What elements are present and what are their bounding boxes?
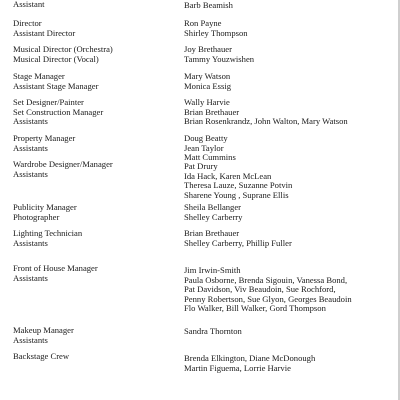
- role-label: Assistant Stage Manager: [13, 80, 99, 91]
- names-column: [184, 134, 236, 163]
- names-column: [184, 0, 233, 11]
- name-line: Brian Rosenkrandz, John Walton, Mary Watson: [184, 116, 348, 127]
- names-column: [184, 266, 352, 314]
- role-column: [13, 160, 113, 179]
- role-column: [13, 203, 77, 222]
- role-column: [13, 98, 103, 127]
- name-line: Shelley Carberry: [184, 211, 243, 222]
- role-label: Publicity Manager: [13, 202, 77, 212]
- role-label: Property Manager: [13, 133, 76, 143]
- name-line: Jean Taylor: [184, 142, 224, 153]
- role-label: Assistants: [13, 237, 48, 248]
- name-line: Sandra Thornton: [184, 326, 242, 336]
- role-column: [13, 19, 75, 38]
- role-label: Makeup Manager: [13, 325, 74, 335]
- role-column: [13, 352, 69, 362]
- name-line: Jim Irwin-Smith: [184, 265, 241, 275]
- name-line: Brian Brethauer: [184, 106, 240, 117]
- role-label: Assistants: [13, 142, 48, 153]
- role-label: Stage Manager: [13, 71, 65, 81]
- name-line: Monica Essig: [184, 80, 232, 91]
- role-column: [13, 134, 75, 153]
- name-line: Wally Harvie: [184, 97, 230, 107]
- names-column: [184, 98, 348, 127]
- name-line: Pat Drury: [184, 161, 218, 171]
- name-line: Ida Hack, Karen McLean: [184, 170, 272, 181]
- name-line: Theresa Lauze, Suzanne Potvin: [184, 180, 293, 191]
- role-column: [13, 264, 98, 283]
- role-label: Backstage Crew: [13, 351, 70, 361]
- role-label: Musical Director (Vocal): [13, 53, 99, 64]
- names-column: [184, 354, 315, 373]
- names-column: [184, 19, 248, 38]
- role-column: [13, 72, 98, 91]
- names-column: [184, 162, 292, 200]
- role-column: [13, 229, 82, 248]
- name-line: Barb Beamish: [184, 0, 233, 10]
- role-label: Assistants: [13, 168, 48, 179]
- name-line: Shelley Carberry, Phillip Fuller: [184, 237, 292, 248]
- name-line: Sharene Young , Suprane Ellis: [184, 189, 289, 200]
- role-label: Assistants: [13, 334, 48, 345]
- names-column: [184, 72, 231, 91]
- names-column: [184, 229, 292, 248]
- role-label: Musical Director (Orchestra): [13, 44, 113, 54]
- name-line: Brian Brethauer: [184, 228, 240, 238]
- role-label: Assistant: [13, 0, 45, 9]
- name-line: Penny Robertson, Sue Glyon, Georges Beaudoin: [184, 293, 352, 304]
- role-column: [13, 0, 45, 10]
- role-label: Front of House Manager: [13, 263, 98, 273]
- role-label: Director: [13, 18, 42, 28]
- names-column: [184, 45, 254, 64]
- role-column: [13, 45, 113, 64]
- role-label: Assistants: [13, 272, 48, 283]
- name-line: Doug Beatty: [184, 133, 228, 143]
- name-line: Sheila Bellanger: [184, 202, 242, 212]
- role-label: Assistant Director: [13, 27, 76, 38]
- name-line: Brenda Elkington, Diane McDonough: [184, 353, 316, 363]
- role-label: Set Construction Manager: [13, 106, 104, 117]
- role-label: Lighting Technician: [13, 228, 83, 238]
- name-line: Flo Walker, Bill Walker, Gord Thompson: [184, 303, 326, 314]
- name-line: Joy Brethauer: [184, 44, 232, 54]
- role-label: Set Designer/Painter: [13, 97, 84, 107]
- name-line: Matt Cummins: [184, 152, 236, 163]
- name-line: Paula Osborne, Brenda Sigouin, Vanessa Bond,: [184, 274, 348, 285]
- role-label: Photographer: [13, 211, 60, 222]
- name-line: Shirley Thompson: [184, 27, 248, 38]
- name-line: Mary Watson: [184, 71, 231, 81]
- name-line: Pat Davidson, Viv Beaudoin, Sue Rochford,: [184, 284, 336, 295]
- name-line: Martin Figuema, Lorrie Harvie: [184, 362, 291, 373]
- name-line: Ron Payne: [184, 18, 222, 28]
- role-label: Wardrobe Designer/Manager: [13, 159, 113, 169]
- name-line: Tammy Youzwishen: [184, 53, 255, 64]
- role-column: [13, 326, 74, 345]
- names-column: [184, 327, 242, 337]
- names-column: [184, 203, 242, 222]
- role-label: Assistants: [13, 116, 48, 127]
